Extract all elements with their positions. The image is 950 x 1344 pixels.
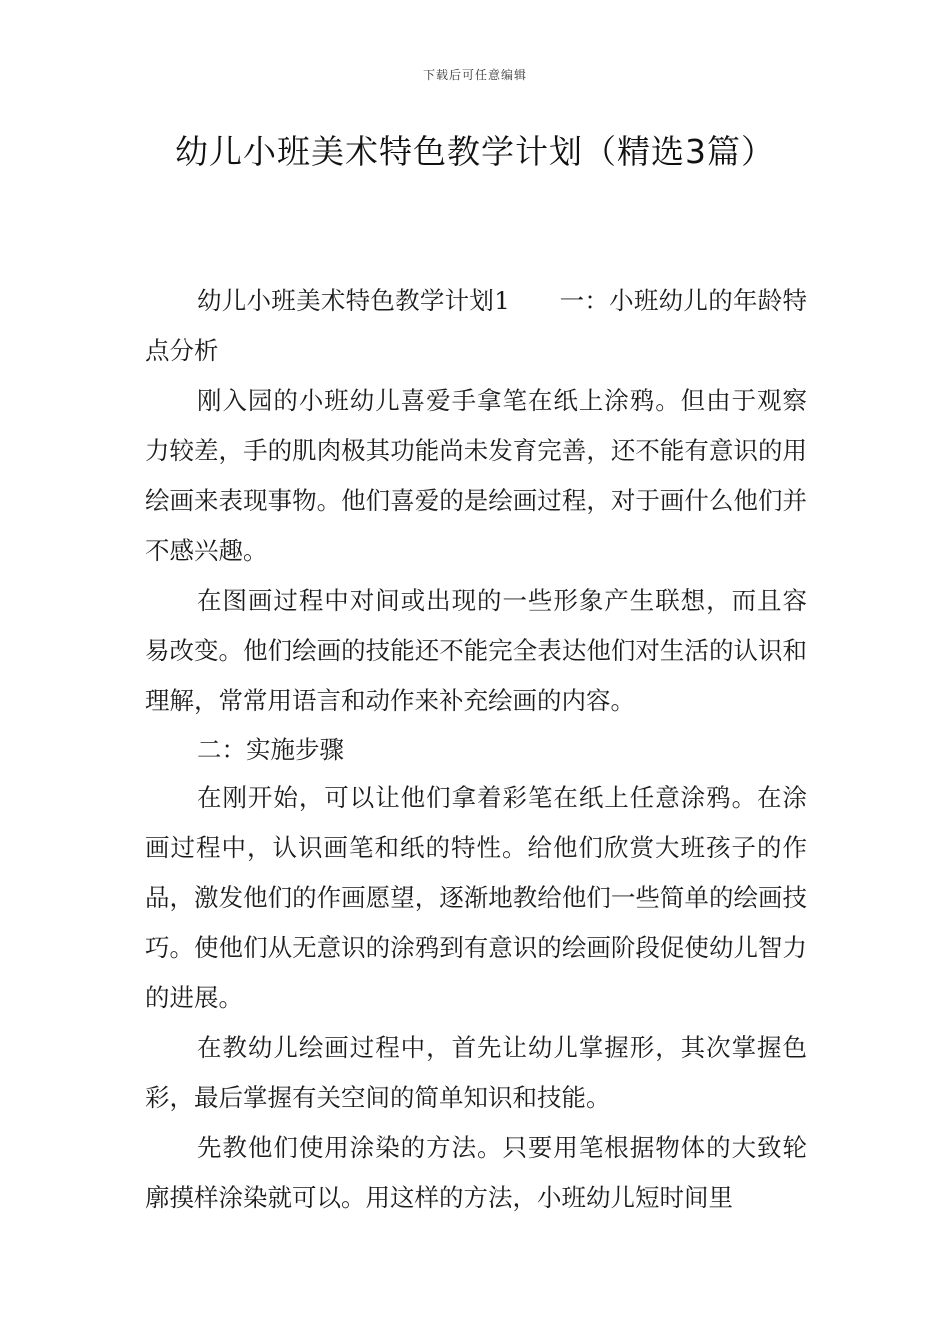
header-note: 下载后可任意编辑 [422,68,527,82]
document-body [145,276,807,1223]
paragraph-steps-2: 在教幼儿绘画过程中，首先让幼儿掌握形，其次掌握色彩，最后掌握有关空间的简单知识和技能。 [145,1033,807,1112]
section-heading-steps: 二：实施步骤 [197,735,344,764]
paragraph-steps-3: 先教他们使用涂染的方法。只要用笔根据物体的大致轮廓摸样涂染就可以。用这样的方法，小班幼儿短时间里 [145,1133,807,1212]
paragraph-intro-heading: 幼儿小班美术特色教学计划1 一：小班幼儿的年龄特点分析 [145,286,807,365]
paragraph-steps-1: 在刚开始，可以让他们拿着彩笔在纸上任意涂鸦。在涂画过程中，认识画笔和纸的特性。给他们欣赏大班孩子的作品，激发他们的作画愿望，逐渐地教给他们一些简单的绘画技巧。使他们从无意识的涂鸦到有意识的绘画阶段促使幼儿智力的进展。 [145,783,807,1012]
paragraph-age-analysis-2: 在图画过程中对间或出现的一些形象产生联想，而且容易改变。他们绘画的技能还不能完全表达他们对生活的认识和理解，常常用语言和动作来补充绘画的内容。 [145,586,807,715]
paragraph-age-analysis-1: 刚入园的小班幼儿喜爱手拿笔在纸上涂鸦。但由于观察力较差，手的肌肉极其功能尚未发育完善，还不能有意识的用绘画来表现事物。他们喜爱的是绘画过程，对于画什么他们并不感兴趣。 [145,386,807,565]
document-title: 幼儿小班美术特色教学计划（精选3篇） [175,132,775,171]
